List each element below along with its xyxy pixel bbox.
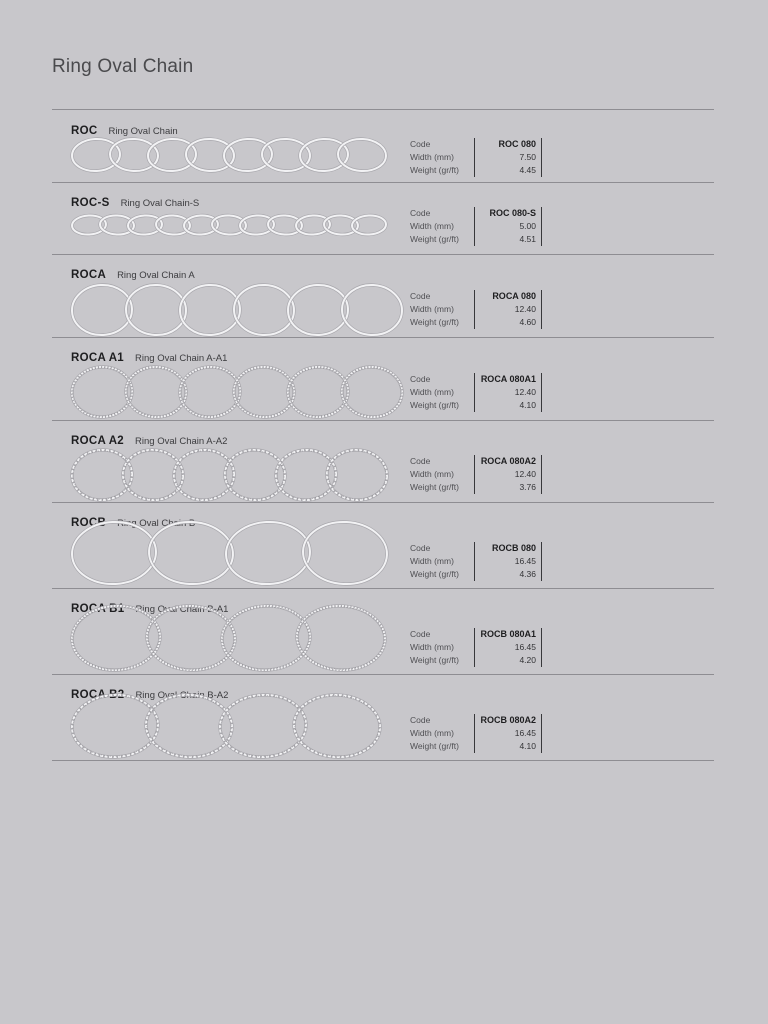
product-row — [52, 182, 714, 255]
chain-link-image — [71, 283, 134, 336]
chain-link-image — [261, 138, 311, 172]
product-name: Ring Oval Chain A — [117, 270, 195, 281]
spec-label-width: Width (mm) — [410, 152, 454, 162]
spec-table — [410, 290, 542, 329]
chain-image — [66, 588, 386, 674]
product-name: Ring Oval Chain — [108, 126, 178, 137]
chain-link-image — [233, 283, 296, 336]
spec-label-weight: Weight (gr/ft) — [410, 317, 459, 327]
spec-value-width: 16.45 — [514, 642, 536, 652]
spec-line-width — [410, 555, 542, 568]
spec-line-code — [410, 138, 542, 151]
product-short-code: ROC — [71, 125, 98, 137]
chain-image — [66, 110, 376, 182]
spec-label-width: Width (mm) — [410, 469, 454, 479]
spec-table — [410, 207, 542, 246]
chain-link-image — [71, 138, 121, 172]
product-row — [52, 674, 714, 761]
chain-link-image — [179, 283, 242, 336]
spec-line-weight — [410, 316, 542, 329]
spec-value-code: ROCA 080A2 — [480, 456, 536, 466]
spec-label-weight: Weight (gr/ft) — [410, 655, 459, 665]
chain-image — [66, 502, 386, 588]
spec-label-code: Code — [410, 208, 431, 218]
spec-line-code — [410, 455, 542, 468]
spec-line-code — [410, 714, 542, 727]
spec-label-code: Code — [410, 456, 431, 466]
chain-link-image — [337, 138, 387, 172]
spec-label-width: Width (mm) — [410, 221, 454, 231]
spec-value-weight: 4.36 — [519, 569, 536, 579]
spec-label-code: Code — [410, 629, 431, 639]
spec-label-width: Width (mm) — [410, 387, 454, 397]
spec-label-weight: Weight (gr/ft) — [410, 400, 459, 410]
chain-link-image — [179, 365, 242, 418]
spec-table — [410, 373, 542, 412]
product-short-code: ROCB — [71, 517, 107, 529]
spec-table — [410, 628, 542, 667]
spec-table — [410, 542, 542, 581]
spec-line-weight — [410, 233, 542, 246]
chain-link-image — [147, 138, 197, 172]
spec-label-width: Width (mm) — [410, 642, 454, 652]
spec-line-width — [410, 468, 542, 481]
product-row — [52, 588, 714, 675]
chain-link-image — [147, 520, 234, 586]
product-name: Ring Oval Chain-S — [120, 198, 200, 209]
spec-value-width: 16.45 — [514, 556, 536, 566]
spec-value-code: ROCA 080A1 — [480, 374, 536, 384]
product-name: Ring Oval Chain A-A1 — [135, 353, 228, 364]
spec-value-code: ROCA 080 — [492, 291, 536, 301]
chain-image — [66, 254, 386, 337]
product-name: Ring Oval Chain B-A2 — [135, 690, 229, 701]
product-name: Ring Oval Chain A-A2 — [135, 436, 228, 447]
spec-line-width — [410, 220, 542, 233]
chain-image — [66, 182, 376, 254]
chain-image — [66, 420, 386, 502]
spec-value-code: ROCB 080A1 — [480, 629, 536, 639]
chain-image — [66, 337, 386, 420]
spec-value-code: ROC 080-S — [489, 208, 536, 218]
spec-value-code: ROCB 080A2 — [480, 715, 536, 725]
spec-value-width: 12.40 — [514, 469, 536, 479]
spec-value-width: 16.45 — [514, 728, 536, 738]
product-row — [52, 254, 714, 338]
spec-line-weight — [410, 740, 542, 753]
product-row — [52, 502, 714, 589]
spec-table — [410, 714, 542, 753]
spec-line-code — [410, 373, 542, 386]
spec-value-weight: 4.10 — [519, 400, 536, 410]
product-short-code: ROCA A1 — [71, 352, 125, 364]
product-row — [52, 110, 714, 183]
product-name: Ring Oval Chain B — [117, 518, 196, 529]
spec-line-weight — [410, 399, 542, 412]
chain-link-image — [341, 283, 404, 336]
spec-value-code: ROC 080 — [498, 139, 536, 149]
spec-label-code: Code — [410, 715, 431, 725]
chain-link-image — [109, 138, 159, 172]
chain-link-image — [223, 138, 273, 172]
spec-value-weight: 4.51 — [519, 234, 536, 244]
spec-value-weight: 4.45 — [519, 165, 536, 175]
product-short-code: ROCA A2 — [71, 435, 125, 447]
chain-link-image — [301, 520, 388, 586]
spec-value-width: 7.50 — [519, 152, 536, 162]
chain-link-image — [287, 365, 350, 418]
spec-line-width — [410, 727, 542, 740]
chain-link-image — [233, 365, 296, 418]
product-short-code: ROCA — [71, 269, 107, 281]
chain-link-image — [299, 138, 349, 172]
spec-label-weight: Weight (gr/ft) — [410, 482, 459, 492]
chain-image — [66, 674, 386, 760]
spec-table — [410, 455, 542, 494]
spec-value-code: ROCB 080 — [491, 543, 536, 553]
chain-link-image — [185, 138, 235, 172]
spec-value-width: 5.00 — [519, 221, 536, 231]
chain-link-image — [125, 283, 188, 336]
spec-line-weight — [410, 654, 542, 667]
spec-value-weight: 3.76 — [519, 482, 536, 492]
spec-label-code: Code — [410, 291, 431, 301]
chain-link-image — [70, 520, 157, 586]
spec-label-code: Code — [410, 543, 431, 553]
spec-label-weight: Weight (gr/ft) — [410, 569, 459, 579]
spec-line-width — [410, 641, 542, 654]
product-name: Ring Oval Chain B-A1 — [135, 604, 229, 615]
spec-label-weight: Weight (gr/ft) — [410, 165, 459, 175]
spec-label-code: Code — [410, 139, 431, 149]
spec-value-weight: 4.20 — [519, 655, 536, 665]
chain-link-image — [341, 365, 404, 418]
spec-line-code — [410, 542, 542, 555]
spec-line-weight — [410, 164, 542, 177]
spec-line-code — [410, 207, 542, 220]
spec-line-width — [410, 151, 542, 164]
product-row — [52, 420, 714, 503]
spec-label-width: Width (mm) — [410, 556, 454, 566]
spec-label-weight: Weight (gr/ft) — [410, 234, 459, 244]
chain-link-image — [71, 365, 134, 418]
product-short-code: ROCA B1 — [71, 603, 125, 615]
spec-label-width: Width (mm) — [410, 728, 454, 738]
spec-line-width — [410, 386, 542, 399]
chain-link-image — [224, 520, 311, 586]
spec-table — [410, 138, 542, 177]
spec-label-width: Width (mm) — [410, 304, 454, 314]
product-row — [52, 337, 714, 421]
spec-line-weight — [410, 568, 542, 581]
page-title: Ring Oval Chain — [52, 56, 194, 77]
spec-line-weight — [410, 481, 542, 494]
chain-link-image — [125, 365, 188, 418]
product-short-code: ROC-S — [71, 197, 110, 209]
spec-line-width — [410, 303, 542, 316]
spec-label-code: Code — [410, 374, 431, 384]
product-short-code: ROCA B2 — [71, 689, 125, 701]
spec-value-weight: 4.10 — [519, 741, 536, 751]
chain-link-image — [287, 283, 350, 336]
spec-line-code — [410, 290, 542, 303]
spec-value-width: 12.40 — [514, 304, 536, 314]
spec-label-weight: Weight (gr/ft) — [410, 741, 459, 751]
spec-line-code — [410, 628, 542, 641]
spec-value-weight: 4.60 — [519, 317, 536, 327]
spec-value-width: 12.40 — [514, 387, 536, 397]
